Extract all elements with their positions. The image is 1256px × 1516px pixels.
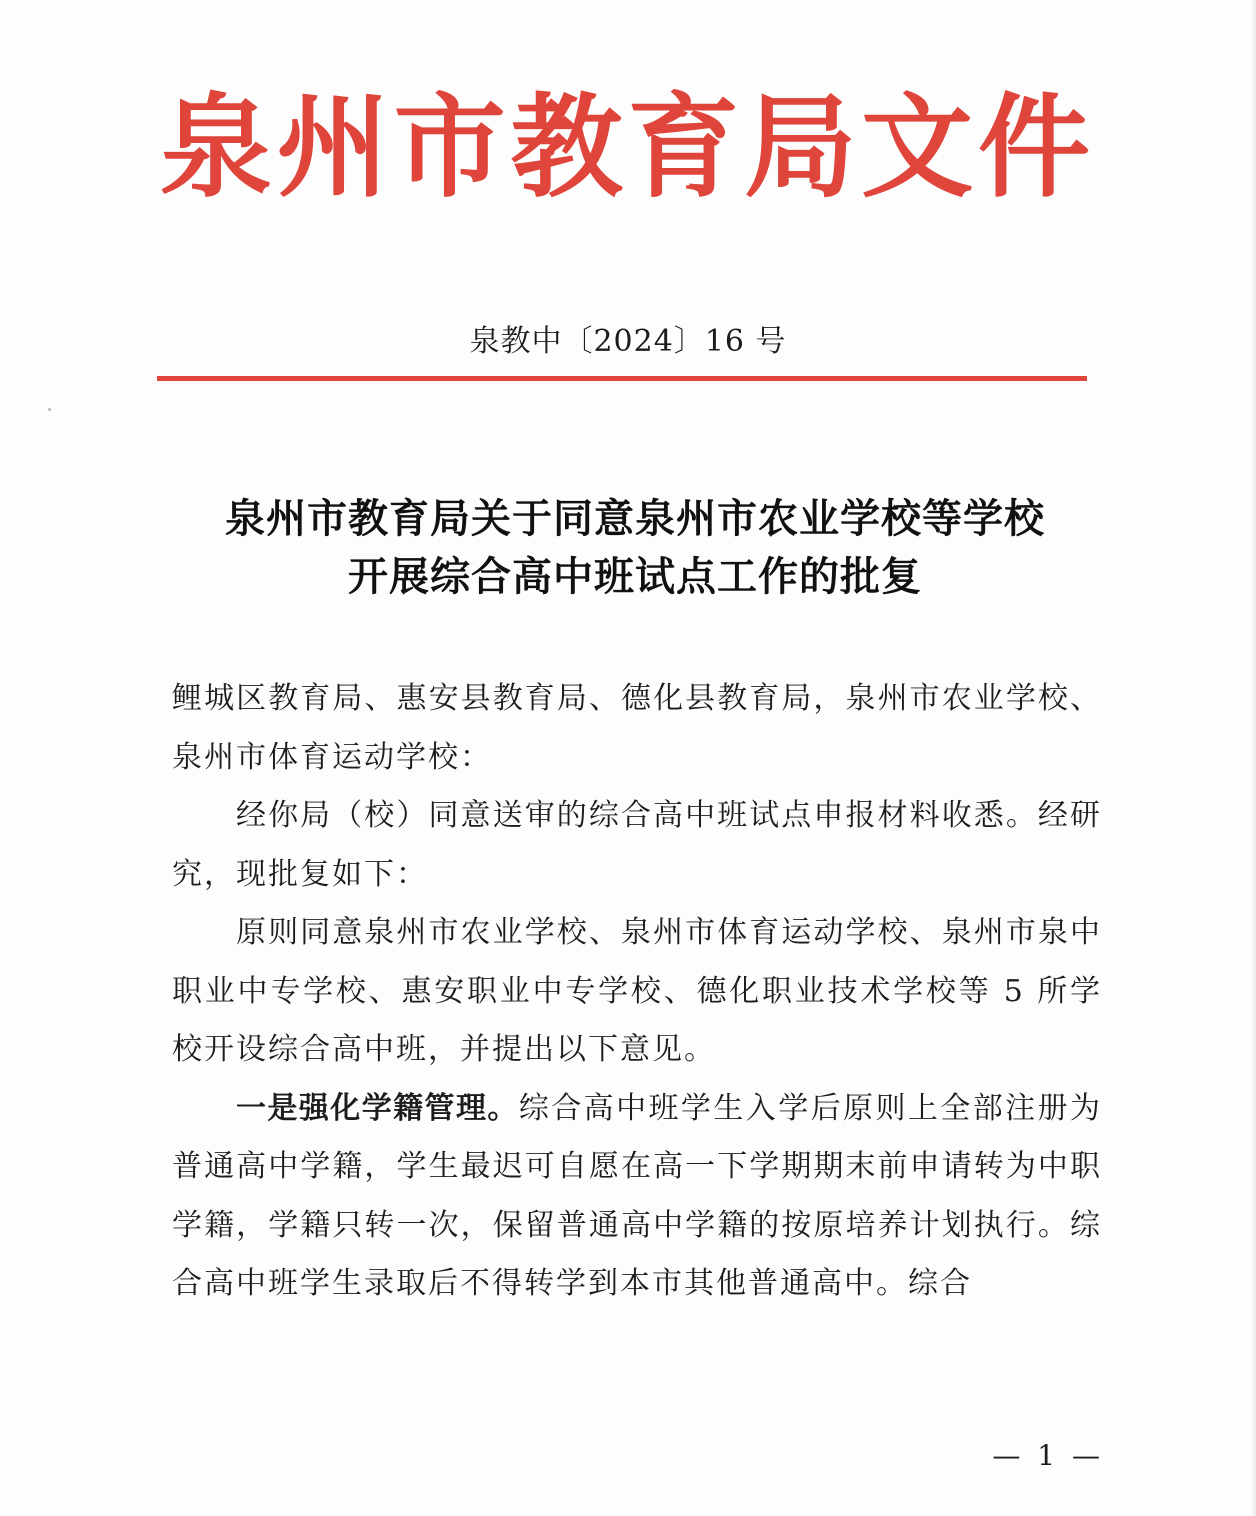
paragraph-3-heading: 一是强化学籍管理。: [236, 1090, 519, 1126]
scan-speck: [48, 408, 51, 411]
paragraph-2: 原则同意泉州市农业学校、泉州市体育运动学校、泉州市泉中职业中专学校、惠安职业中专学校、德化职业技术学校等 5 所学校开设综合高中班，并提出以下意见。: [172, 915, 1102, 1067]
addressees: 鲤城区教育局、惠安县教育局、德化县教育局，泉州市农业学校、泉州市体育运动学校：: [172, 681, 1102, 775]
page-number: — 1 —: [992, 1439, 1104, 1472]
paragraph-3: [172, 1080, 1102, 1314]
document-title-line-1: 泉州市教育局关于同意泉州市农业学校等学校: [225, 495, 1045, 542]
page-edge: [1250, 0, 1256, 1516]
paragraph-1: 经你局（校）同意送审的综合高中班试点申报材料收悉。经研究，现批复如下：: [172, 798, 1102, 892]
document-title-line-2: 开展综合高中班试点工作的批复: [348, 553, 922, 600]
masthead-title: 泉州市教育局文件: [160, 82, 1090, 213]
red-divider-line: [157, 376, 1087, 381]
document-title: [150, 490, 1120, 606]
document-body: [172, 670, 1102, 1314]
paragraph-3-body: 综合高中班学生入学后原则上全部注册为普通高中学籍，学生最迟可自愿在高一下学期期末前申请转为中职学籍，学籍只转一次，保留普通高中学籍的按原培养计划执行。综合高中班学生录取后不得转学到本市其他普通高中。综合: [172, 1090, 1103, 1301]
document-number: 泉教中〔2024〕16 号: [469, 324, 787, 359]
